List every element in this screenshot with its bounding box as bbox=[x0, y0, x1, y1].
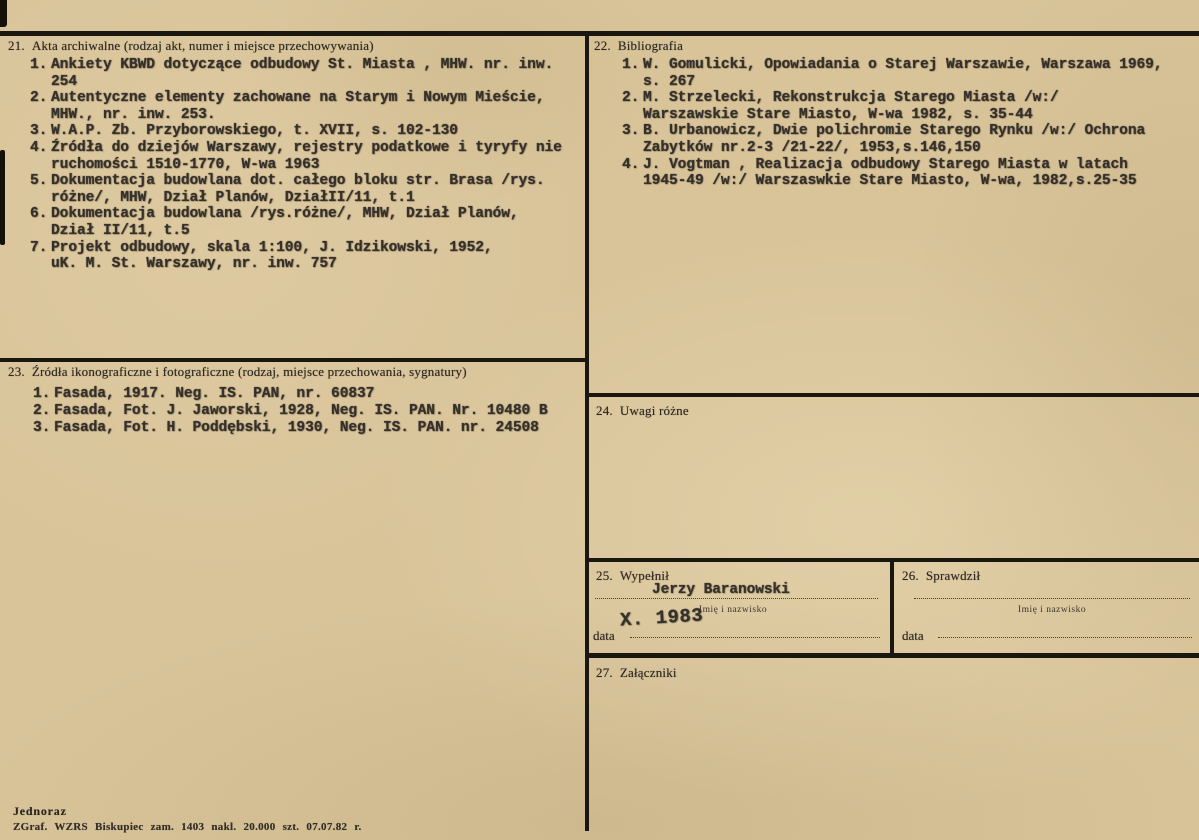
scan-edge-artifact bbox=[0, 150, 5, 245]
section-title: Bibliografia bbox=[617, 38, 684, 53]
list-item bbox=[33, 386, 584, 403]
divider-signbox-vertical-rule bbox=[890, 558, 894, 657]
list-item bbox=[622, 57, 1194, 90]
list-item bbox=[30, 57, 584, 90]
section-number: 27. bbox=[596, 665, 613, 680]
section-number: 24. bbox=[596, 403, 613, 418]
section-title: Akta archiwalne (rodzaj akt, numer i miejsce przechowywania) bbox=[31, 38, 374, 53]
footer-brand: Jednoraz bbox=[13, 804, 67, 818]
list-item bbox=[30, 173, 584, 206]
list-item bbox=[30, 90, 584, 123]
item-line: Dokumentacja budowlana /rys.różne/, MHW, Dział Planów, bbox=[51, 206, 519, 223]
item-line: Dokumentacja budowlana dot. całego bloku str. Brasa /rys. bbox=[51, 173, 545, 190]
item-line: Dział II/11, t.5 bbox=[51, 222, 190, 239]
divider-top-rule bbox=[0, 31, 1199, 36]
item-line: Źródła do dziejów Warszawy, rejestry podatkowe i tyryfy nie bbox=[51, 139, 562, 156]
date-underline bbox=[630, 637, 880, 638]
name-caption: Imię i nazwisko bbox=[1017, 605, 1087, 615]
item-line: Zabytków nr.2-3 /21-22/, 1953,s.146,150 bbox=[643, 139, 981, 156]
section-header bbox=[596, 403, 689, 419]
list-item bbox=[33, 420, 584, 437]
item-number: 7. bbox=[30, 239, 48, 256]
section-number: 26. bbox=[902, 568, 919, 583]
item-number: 3. bbox=[30, 123, 48, 140]
filled-date: X. 1983 bbox=[619, 604, 704, 632]
section-25-wypelnil bbox=[593, 565, 885, 655]
item-line: różne/, MHW, Dział Planów, DziałII/11, t.1 bbox=[51, 189, 415, 206]
section-22-bibliografia bbox=[594, 38, 1194, 190]
section-header bbox=[596, 665, 677, 681]
archival-items-list bbox=[30, 57, 584, 273]
item-line: 254 bbox=[51, 73, 77, 90]
item-line: Ankiety KBWD dotyczące odbudowy St. Miasta , MHW. nr. inw. bbox=[51, 57, 554, 73]
divider-center-vertical-rule bbox=[585, 31, 589, 831]
section-number: 22. bbox=[594, 38, 611, 53]
item-line: W.A.P. Zb. Przyborowskiego, t. XVII, s. 102-130 bbox=[51, 123, 458, 140]
item-line: Autentyczne elementy zachowane na Starym i Nowym Mieście, bbox=[51, 90, 545, 107]
print-imprint bbox=[13, 804, 362, 833]
section-title: Uwagi różne bbox=[619, 403, 689, 418]
data-label: data bbox=[593, 628, 615, 643]
name-underline bbox=[914, 598, 1190, 599]
iconographic-sources-list bbox=[33, 386, 584, 436]
item-line: B. Urbanowicz, Dwie polichromie Starego Rynku /w:/ Ochrona bbox=[643, 123, 1146, 140]
item-number: 6. bbox=[30, 206, 48, 223]
item-line: MHW., nr. inw. 253. bbox=[51, 106, 216, 123]
date-underline bbox=[938, 637, 1192, 638]
list-item bbox=[30, 123, 584, 140]
bibliography-list bbox=[622, 57, 1194, 190]
item-line: Warszawskie Stare Miasto, W-wa 1982, s. 35-44 bbox=[643, 106, 1033, 123]
section-27-zalaczniki bbox=[596, 665, 677, 681]
name-underline bbox=[595, 598, 878, 599]
item-number: 4. bbox=[30, 139, 48, 156]
section-header bbox=[902, 568, 980, 584]
item-number: 1. bbox=[30, 57, 48, 73]
section-title: Sprawdził bbox=[925, 568, 981, 583]
item-line: W. Gomulicki, Opowiadania o Starej Warszawie, Warszawa 1969, bbox=[643, 57, 1163, 73]
item-line: ruchomości 1510-1770, W-wa 1963 bbox=[51, 156, 320, 173]
item-number: 4. bbox=[622, 156, 640, 173]
item-line: Fasada, 1917. Neg. IS. PAN, nr. 60837 bbox=[54, 386, 375, 402]
item-line: M. Strzelecki, Rekonstrukcja Starego Miasta /w:/ bbox=[643, 90, 1059, 107]
item-line: Fasada, Fot. J. Jaworski, 1928, Neg. IS. PAN. Nr. 10480 B bbox=[54, 402, 548, 419]
section-21-akta-archiwalne bbox=[8, 38, 584, 273]
section-header bbox=[8, 38, 584, 54]
item-number: 5. bbox=[30, 173, 48, 190]
section-number: 21. bbox=[8, 38, 25, 53]
list-item bbox=[30, 206, 584, 239]
list-item bbox=[33, 403, 584, 420]
item-line: s. 267 bbox=[643, 73, 695, 90]
divider-section24-rule bbox=[589, 393, 1199, 397]
section-title: Źródła ikonograficzne i fotograficzne (rodzaj, miejsce przechowania, sygnatury) bbox=[31, 364, 467, 379]
section-header bbox=[8, 364, 584, 380]
section-23-zrodla-ikonograficzne bbox=[8, 364, 584, 436]
data-label: data bbox=[902, 628, 924, 643]
scan-edge-artifact bbox=[0, 0, 7, 27]
footer-imprint: ZGraf. WZRS Biskupiec zam. 1403 nakl. 20.000 szt. 07.07.82 r. bbox=[13, 821, 362, 833]
section-title: Załączniki bbox=[619, 665, 677, 680]
section-26-sprawdzil bbox=[898, 565, 1196, 655]
item-number: 2. bbox=[622, 90, 640, 107]
item-number: 3. bbox=[622, 123, 640, 140]
name-caption: Imię i nazwisko bbox=[698, 605, 768, 615]
list-item bbox=[622, 123, 1194, 156]
list-item bbox=[30, 240, 584, 273]
item-number: 1. bbox=[622, 57, 640, 73]
item-number: 1. bbox=[33, 386, 51, 402]
divider-section23-rule bbox=[0, 358, 586, 362]
list-item bbox=[622, 90, 1194, 123]
list-item bbox=[622, 157, 1194, 190]
section-24-uwagi-rozne bbox=[596, 403, 689, 419]
item-number: 2. bbox=[30, 90, 48, 107]
section-number: 25. bbox=[596, 568, 613, 583]
list-item bbox=[30, 140, 584, 173]
section-number: 23. bbox=[8, 364, 25, 379]
item-line: uK. M. St. Warszawy, nr. inw. 757 bbox=[51, 256, 337, 273]
item-line: J. Vogtman , Realizacja odbudowy Starego Miasta w latach bbox=[643, 156, 1128, 173]
section-title: Wypełnił bbox=[619, 568, 670, 583]
item-line: Projekt odbudowy, skala 1:100, J. Idzikowski, 1952, bbox=[51, 239, 493, 256]
section-header bbox=[594, 38, 1194, 54]
filled-name: Jerzy Baranowski bbox=[652, 582, 790, 598]
item-number: 3. bbox=[33, 419, 51, 436]
item-line: Fasada, Fot. H. Poddębski, 1930, Neg. IS. PAN. nr. 24508 bbox=[54, 419, 539, 436]
item-line: 1945-49 /w:/ Warszaswkie Stare Miasto, W-wa, 1982,s.25-35 bbox=[643, 173, 1137, 190]
item-number: 2. bbox=[33, 402, 51, 419]
